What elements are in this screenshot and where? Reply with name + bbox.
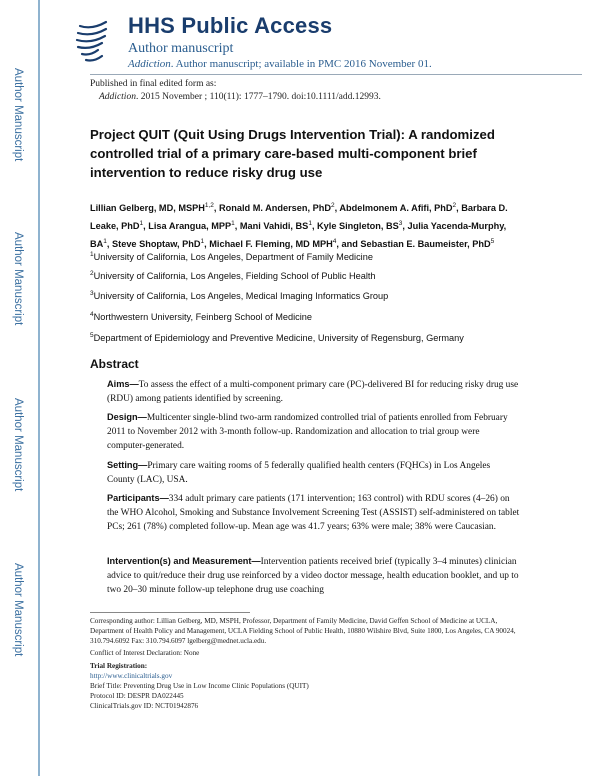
author: Mani Vahidi, $BS^1$,: [239, 220, 318, 232]
author: Kyle Singleton, $BS^3$,: [317, 220, 408, 232]
hhs-eagle-logo-icon: [72, 16, 112, 64]
article-title: Project QUIT (Quit Using Drugs Intervention Trial): A randomized controlled trial of a primary care-based multi-component brief intervention to reduce risky drug use: [90, 127, 495, 180]
abstract-design: [107, 410, 520, 454]
corresponding-author-note: Corresponding author: Lillian Gelberg, MD, MSPH, Professor, Department of Family Medicine, David Geffen School of Medicine at UCLA, Department of Health Policy and Management, UCLA Fielding School of Public Health, 10880 Wilshire Blvd, Suite 1800, Los Angeles, CA 90024, 310.794.6092 Fax: 310.794.6097 lgelberg@mednet.ucla.edu.: [90, 617, 516, 646]
published-in-label: Published in final edited form as:: [90, 79, 217, 89]
availability-text: . Author manuscript; available in PMC 2016 November 01.: [170, 58, 432, 70]
journal-name: Addiction: [128, 58, 171, 70]
author: Julia Yacenda-Murphy, $BA^1$,: [90, 221, 507, 250]
pmc-availability: [128, 58, 432, 70]
footnote-divider: [90, 612, 250, 613]
side-label-author-manuscript: Author Manuscript: [12, 563, 24, 657]
publication-info: [90, 78, 381, 104]
side-label-author-manuscript: Author Manuscript: [12, 68, 24, 162]
side-label-author-manuscript: Author Manuscript: [12, 398, 24, 492]
section-text: Intervention patients received brief (typically 3–4 minutes) clinician advice to quit/reduce their drug use reinforced by a video doctor message, health education booklet, and up to two 20–30 minute follow-up telephone drug use coaching: [107, 557, 519, 596]
conflict-of-interest-note: Conflict of Interest Declaration: None: [90, 649, 200, 657]
section-label: Setting—: [107, 460, 148, 470]
abstract-aims: [107, 377, 520, 406]
protocol-id-note: Protocol ID: DESPR DA022445: [90, 692, 184, 700]
affiliation: $^4$Northwestern University, Feinberg School of Medicine: [90, 311, 313, 323]
header-divider: [90, 74, 582, 75]
section-label: Aims—: [107, 379, 139, 389]
author-list: [90, 198, 518, 252]
author: Lillian Gelberg, MD, MSPH$^{1,2}$,: [90, 202, 220, 214]
side-label-author-manuscript: Author Manuscript: [12, 232, 24, 326]
author: Michael F. Fleming, MD MPH$^4$, and: [209, 238, 361, 250]
section-label: Design—: [107, 412, 147, 422]
citation: [90, 91, 381, 104]
affiliation: $^1$University of California, Los Angeles, Department of Family Medicine: [90, 251, 373, 263]
section-label: Participants—: [107, 493, 169, 503]
author-manuscript-label: Author manuscript: [128, 41, 234, 56]
author: Barbara D. Leake, PhD$^1$,: [90, 203, 508, 232]
abstract-participants: [107, 491, 520, 535]
author: Abdelmonem A. Afifi, PhD$^2$,: [339, 202, 462, 214]
trial-registration-heading: Trial Registration:: [90, 662, 148, 670]
section-text: Multicenter single-blind two-arm randomized controlled trial of patients enrolled from February 2011 to November 2012 with 3-month follow-up. Randomization and allocation to trial group were computer-generated.: [107, 413, 508, 452]
brief-title-note: Brief Title: Preventing Drug Use in Low Income Clinic Populations (QUIT): [90, 682, 309, 690]
abstract-setting: [107, 458, 520, 487]
affiliation: $^2$University of California, Los Angeles, Fielding School of Public Health: [90, 270, 376, 282]
section-text: 334 adult primary care patients (171 intervention; 163 control) with RDU scores (4–26) on the WHO Alcohol, Smoking and Substance Involvement Screening Test (ASSIST) self-administered on tablet PCs; 261 (78%) completed follow-up. Mean age was 41.7 years; 63% were male; 38% were Caucasian.: [107, 494, 520, 533]
abstract-intervention: [107, 554, 520, 598]
section-label: Intervention(s) and Measurement—: [107, 556, 261, 566]
author: Ronald M. Andersen, PhD$^2$,: [219, 202, 340, 214]
clinicaltrials-id-note: ClinicalTrials.gov ID: NCT01942876: [90, 702, 199, 710]
affiliation: $^3$University of California, Los Angeles, Medical Imaging Informatics Group: [90, 290, 389, 302]
clinicaltrials-link[interactable]: http://www.clinicaltrials.gov: [90, 672, 173, 680]
side-divider: [38, 0, 40, 776]
author: Lisa Arangua, MPP$^1$,: [148, 220, 240, 232]
citation-text: . 2015 November ; 110(11): 1777–1790. doi:10.1111/add.12993.: [135, 92, 381, 102]
hhs-public-access-title: HHS Public Access: [128, 13, 333, 38]
author: Steve Shoptaw, PhD$^1$,: [112, 238, 210, 250]
affiliation: $^5$Department of Epidemiology and Preventive Medicine, University of Regensburg, Germany: [90, 332, 464, 344]
section-text: To assess the effect of a multi-component primary care (PC)-delivered BI for reducing risky drug use (RDU) among patients identified by screening.: [107, 380, 519, 405]
abstract-heading: Abstract: [90, 357, 139, 371]
side-band: [0, 0, 40, 776]
section-text: Primary care waiting rooms of 5 federally qualified health centers (FQHCs) in Los Angeles County (LAC), USA.: [107, 461, 491, 486]
author: Sebastian E. Baumeister, PhD$^5$: [360, 238, 495, 250]
journal-name: Addiction: [99, 92, 136, 102]
